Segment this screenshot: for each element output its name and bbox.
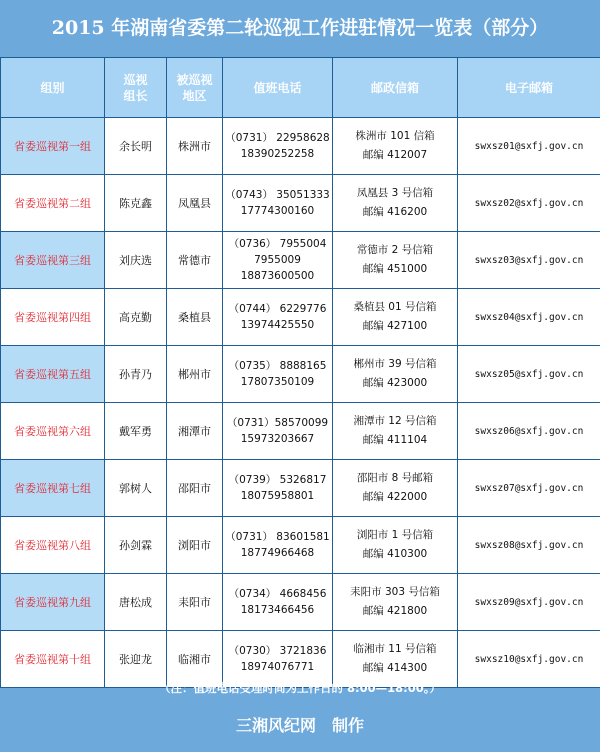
postal-code: 邮编 427100 — [362, 320, 428, 332]
area-cell: 桑植县 — [167, 289, 223, 346]
phone-cell — [223, 346, 333, 403]
table-row — [1, 517, 600, 574]
postal-cell — [333, 460, 458, 517]
phone-line: 15973203667 — [240, 433, 315, 445]
leader-cell: 高克勤 — [105, 289, 167, 346]
postal-box: 邵阳市 8 号邮箱 — [356, 472, 434, 484]
phone-line: （0731）58570099 — [226, 417, 329, 429]
area-cell: 浏阳市 — [167, 517, 223, 574]
postal-code: 邮编 414300 — [362, 662, 428, 674]
leader-cell: 孙剑霖 — [105, 517, 167, 574]
postal-cell — [333, 346, 458, 403]
phone-cell — [223, 232, 333, 289]
postal-box: 常德市 2 号信箱 — [356, 244, 434, 256]
note-text: （注：值班电话受理时间为工作日的 8:00—18:00。） — [159, 681, 441, 695]
phone-cell — [223, 574, 333, 631]
table-row — [1, 175, 600, 232]
leader-cell: 孙青乃 — [105, 346, 167, 403]
header-area — [167, 58, 223, 118]
postal-box: 耒阳市 303 号信箱 — [350, 586, 440, 598]
postal-cell — [333, 175, 458, 232]
footer-credit: 三湘风纪网 制作 — [235, 716, 364, 735]
group-cell: 省委巡视第二组 — [1, 175, 105, 232]
group-cell: 省委巡视第九组 — [1, 574, 105, 631]
postal-code: 邮编 451000 — [362, 263, 428, 275]
email-cell[interactable]: swxsz04@sxfj.gov.cn — [458, 289, 600, 346]
area-cell: 邵阳市 — [167, 460, 223, 517]
email-cell[interactable]: swxsz03@sxfj.gov.cn — [458, 232, 600, 289]
table-row — [1, 631, 600, 688]
group-cell: 省委巡视第五组 — [1, 346, 105, 403]
phone-line: 18173466456 — [240, 604, 315, 616]
email-cell[interactable]: swxsz01@sxfj.gov.cn — [458, 118, 600, 175]
inspection-table — [0, 57, 600, 688]
table-row — [1, 346, 600, 403]
group-cell: 省委巡视第四组 — [1, 289, 105, 346]
postal-cell — [333, 403, 458, 460]
postal-code: 邮编 423000 — [362, 377, 428, 389]
table-row — [1, 403, 600, 460]
phone-cell — [223, 403, 333, 460]
area-cell: 郴州市 — [167, 346, 223, 403]
phone-line: 13974425550 — [240, 319, 315, 331]
group-cell: 省委巡视第六组 — [1, 403, 105, 460]
group-cell: 省委巡视第三组 — [1, 232, 105, 289]
table-header-row — [1, 58, 600, 118]
header-leader — [105, 58, 167, 118]
postal-cell — [333, 517, 458, 574]
phone-line: （0734） 4668456 — [228, 588, 327, 600]
phone-line: 17807350109 — [240, 376, 315, 388]
header-phone: 值班电话 — [223, 58, 333, 118]
area-cell: 耒阳市 — [167, 574, 223, 631]
postal-code: 邮编 416200 — [362, 206, 428, 218]
header-email: 电子邮箱 — [458, 58, 600, 118]
area-cell: 临湘市 — [167, 631, 223, 688]
leader-cell: 陈克鑫 — [105, 175, 167, 232]
phone-line: 18873600500 — [240, 270, 315, 282]
phone-line: 17774300160 — [240, 205, 315, 217]
postal-cell — [333, 232, 458, 289]
postal-box: 凤凰县 3 号信箱 — [356, 187, 434, 199]
area-cell: 湘潭市 — [167, 403, 223, 460]
postal-box: 浏阳市 1 号信箱 — [356, 529, 434, 541]
group-cell: 省委巡视第七组 — [1, 460, 105, 517]
header-leader-line1: 巡视 — [123, 72, 148, 87]
email-cell[interactable]: swxsz05@sxfj.gov.cn — [458, 346, 600, 403]
postal-cell — [333, 289, 458, 346]
phone-line: 18974076771 — [240, 661, 315, 673]
email-cell[interactable]: swxsz07@sxfj.gov.cn — [458, 460, 600, 517]
email-cell[interactable]: swxsz10@sxfj.gov.cn — [458, 631, 600, 688]
postal-box: 郴州市 39 号信箱 — [353, 358, 437, 370]
phone-line: （0739） 5326817 — [228, 474, 327, 486]
phone-line: 18774966468 — [240, 547, 315, 559]
phone-cell — [223, 460, 333, 517]
phone-line: （0730） 3721836 — [228, 645, 327, 657]
leader-cell: 唐松成 — [105, 574, 167, 631]
area-cell: 株洲市 — [167, 118, 223, 175]
postal-box: 湘潭市 12 号信箱 — [353, 415, 437, 427]
postal-cell — [333, 574, 458, 631]
table-row — [1, 232, 600, 289]
leader-cell: 郭树人 — [105, 460, 167, 517]
leader-cell: 余长明 — [105, 118, 167, 175]
area-cell: 凤凰县 — [167, 175, 223, 232]
phone-cell — [223, 118, 333, 175]
table-row — [1, 460, 600, 517]
area-cell: 常德市 — [167, 232, 223, 289]
phone-line: 18390252258 — [240, 148, 315, 160]
postal-code: 邮编 422000 — [362, 491, 428, 503]
group-cell: 省委巡视第十组 — [1, 631, 105, 688]
phone-cell — [223, 517, 333, 574]
header-postal: 邮政信箱 — [333, 58, 458, 118]
postal-code: 邮编 410300 — [362, 548, 428, 560]
email-cell[interactable]: swxsz02@sxfj.gov.cn — [458, 175, 600, 232]
header-group: 组别 — [1, 58, 105, 118]
leader-cell: 张迎龙 — [105, 631, 167, 688]
email-cell[interactable]: swxsz06@sxfj.gov.cn — [458, 403, 600, 460]
leader-cell: 刘庆选 — [105, 232, 167, 289]
phone-cell — [223, 631, 333, 688]
page-title: 2015 年湖南省委第二轮巡视工作进驻情况一览表（部分） — [51, 17, 549, 39]
table-row — [1, 574, 600, 631]
phone-line: （0743） 35051333 — [225, 189, 330, 201]
phone-line: （0744） 6229776 — [228, 303, 327, 315]
phone-line: （0731） 83601581 — [225, 531, 330, 543]
email-cell[interactable]: swxsz09@sxfj.gov.cn — [458, 574, 600, 631]
postal-code: 邮编 412007 — [362, 149, 428, 161]
postal-code: 邮编 411104 — [362, 434, 428, 446]
header-area-line2: 地区 — [182, 88, 207, 103]
table-row — [1, 289, 600, 346]
phone-line: 18075958801 — [240, 490, 315, 502]
table-row — [1, 118, 600, 175]
email-cell[interactable]: swxsz08@sxfj.gov.cn — [458, 517, 600, 574]
postal-cell — [333, 631, 458, 688]
group-cell: 省委巡视第八组 — [1, 517, 105, 574]
phone-cell — [223, 175, 333, 232]
header-area-line1: 被巡视 — [176, 72, 213, 87]
phone-line: （0735） 8888165 — [228, 360, 327, 372]
phone-cell — [223, 289, 333, 346]
postal-cell — [333, 118, 458, 175]
leader-cell: 戴军勇 — [105, 403, 167, 460]
postal-box: 株洲市 101 信箱 — [355, 130, 435, 142]
phone-line: （0736） 7955004 — [228, 238, 327, 250]
group-cell: 省委巡视第一组 — [1, 118, 105, 175]
phone-line: （0731） 22958628 — [225, 132, 330, 144]
postal-code: 邮编 421800 — [362, 605, 428, 617]
phone-line: 7955009 — [254, 254, 301, 266]
postal-box: 临湘市 11 号信箱 — [353, 643, 437, 655]
postal-box: 桑植县 01 号信箱 — [353, 301, 437, 313]
header-leader-line2: 组长 — [123, 88, 148, 103]
